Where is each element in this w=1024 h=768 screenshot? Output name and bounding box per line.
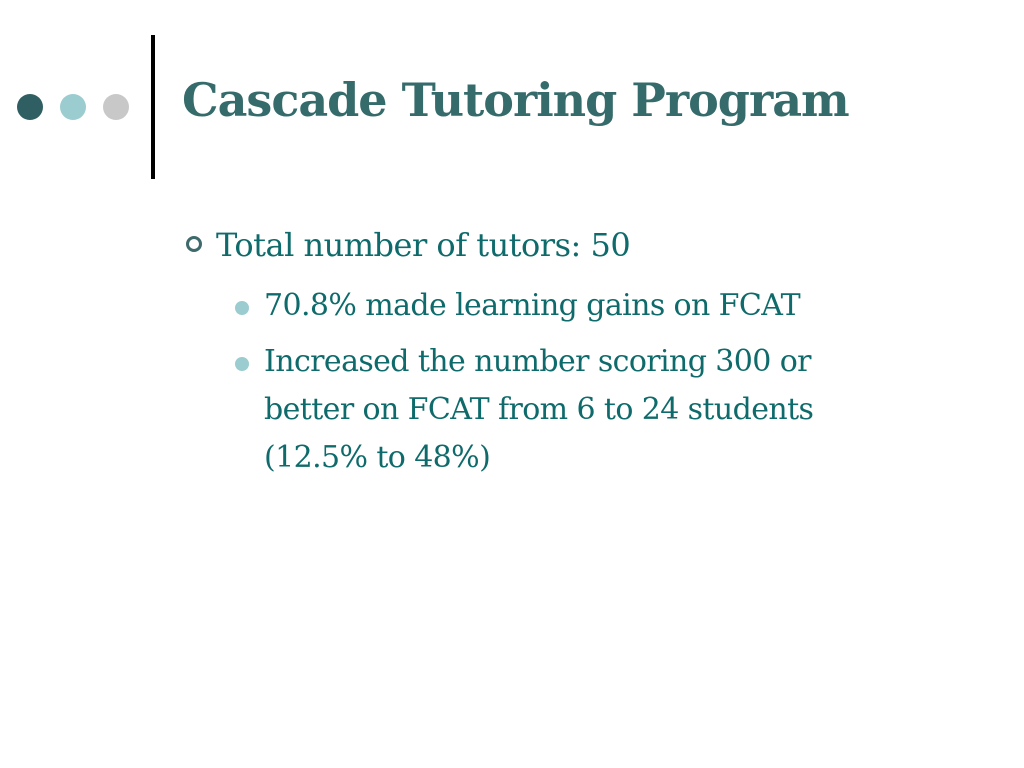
slide-title: Cascade Tutoring Program (182, 73, 849, 127)
bullet-total-tutors: Total number of tutors: 50 (216, 226, 631, 264)
ring-bullet-icon (186, 236, 202, 252)
sub-bullet-dot-icon (235, 357, 249, 371)
sub-bullet-learning-gains: 70.8% made learning gains on FCAT (264, 288, 801, 323)
sub-bullet-dot-icon (235, 301, 249, 315)
sub-bullet-fcat-scores: Increased the number scoring 300 or better on FCAT from 6 to 24 students (12.5% to 48%) (264, 344, 814, 475)
